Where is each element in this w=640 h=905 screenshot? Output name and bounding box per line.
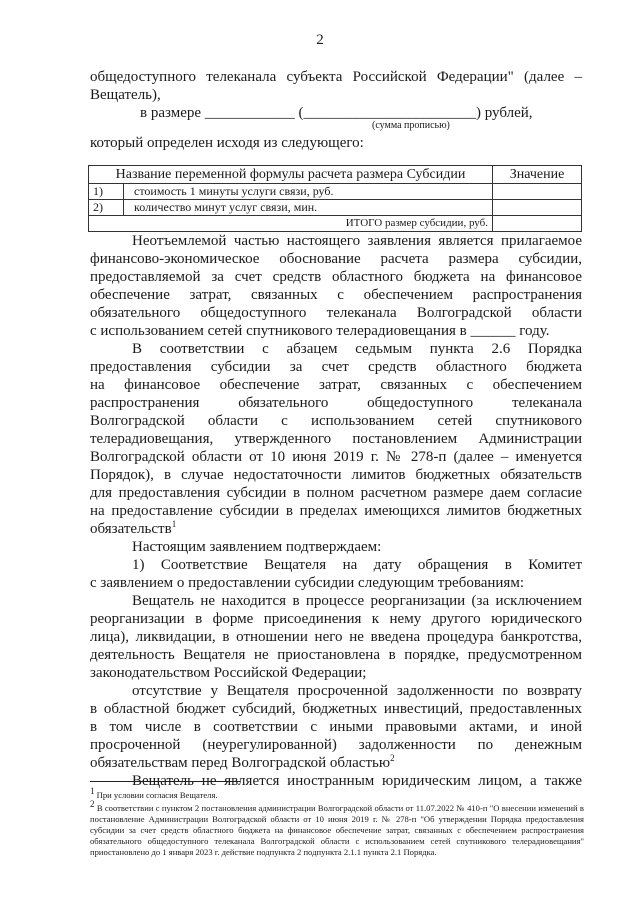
table-row — [89, 200, 582, 216]
body-line: финансово-экономическое обоснование расчета размера субсидии, — [90, 251, 582, 267]
footnote-2 — [90, 799, 584, 858]
table-header-row — [89, 166, 582, 184]
body-line: Волгоградской области с использованием сетей спутникового — [90, 413, 582, 429]
body-line-with-footnote — [90, 520, 582, 538]
table-total-row — [89, 216, 582, 232]
row-label: стоимость 1 минуты услуги связи, руб. — [124, 184, 493, 200]
amount-caption: (сумма прописью) — [372, 120, 450, 131]
body-line: обеспечение затрат, связанных с обеспечением распространения — [90, 287, 582, 303]
body-line: с заявлением о предоставлении субсидии следующим требованиям: — [90, 575, 524, 591]
row-value — [493, 200, 582, 216]
body-line: обязательного общедоступного телеканала Волгоградской области — [90, 305, 582, 321]
row-number: 1) — [89, 184, 124, 200]
body-text: обязательств — [90, 521, 172, 537]
footnote-mark: 1 — [90, 786, 95, 797]
body-line: В соответствии с абзацем седьмым пункта 2.6 Порядка — [132, 341, 582, 357]
row-label: количество минут услуг связи, мин. — [124, 200, 493, 216]
body-line: Порядок), в случае недостаточности лимитов бюджетных обязательств — [90, 467, 582, 483]
subsidy-table — [88, 165, 582, 232]
row-number: 2) — [89, 200, 124, 216]
footnote-mark: 2 — [90, 799, 95, 810]
total-value — [493, 216, 582, 232]
table-row — [89, 184, 582, 200]
body-line: лица), ликвидации, в отношении него не введена процедура банкротства, — [90, 629, 582, 645]
body-line: Волгоградской области от 10 июня 2019 г. № 278-п (далее – именуется — [90, 449, 582, 465]
body-line: на финансовое обеспечение затрат, связанных с обеспечением — [90, 377, 582, 393]
body-line: на предоставление субсидии в пределах имеющихся лимитов бюджетных — [90, 503, 582, 519]
body-line: предоставляемой за счет средств областного бюджета на финансовое — [90, 269, 582, 285]
intro-line-2: Вещатель), — [90, 87, 161, 103]
footnote-ref-1: 1 — [171, 519, 177, 529]
footnote-text: При условии согласия Вещателя. — [96, 790, 218, 800]
body-line: 1) Соответствие Вещателя на дату обращения в Комитет — [132, 557, 582, 573]
body-line: Неотъемлемой частью настоящего заявления является прилагаемое — [132, 233, 582, 249]
intro-line-4: который определен исходя из следующего: — [90, 135, 364, 151]
body-line: с использованием сетей спутникового телерадиовещания в ______ году. — [90, 323, 550, 339]
total-label: ИТОГО размер субсидии, руб. — [89, 216, 493, 232]
body-line: просроченной (неурегулированной) задолженности по денежным — [90, 737, 582, 753]
body-text: обязательствам перед Волгоградской областью — [90, 755, 391, 771]
body-line: телерадиовещания, утвержденного постановлением Администрации — [90, 431, 582, 447]
body-line: Вещатель не является иностранным юридическим лицом, а также — [132, 773, 582, 789]
body-line: законодательством Российской Федерации; — [90, 665, 367, 681]
body-line: Настоящим заявлением подтверждаем: — [132, 539, 382, 555]
body-line: в областной бюджет субсидий, бюджетных инвестиций, предоставленных — [90, 701, 582, 717]
body-line: Вещатель не находится в процессе реорганизации (за исключением — [132, 593, 582, 609]
body-line: реорганизации в форме присоединения к нему другого юридического — [90, 611, 582, 627]
page-number: 2 — [316, 32, 324, 48]
body-line: предоставления субсидии за счет средств областного бюджета — [90, 359, 582, 375]
body-line: в том числе в соответствии с иными правовыми актами, и иной — [90, 719, 582, 735]
body-line: для предоставления субсидии в полном расчетном размере даем согласие — [90, 485, 582, 501]
footnote-text: В соответствии с пунктом 2 постановления администрации Волгоградской области от 11.07.2022 № 410-п "О внесении изменений в постановление Администрации Волгоградской области от 10 июня 2019 г. № 278-п "Об утверждении Порядка предоставления субсидии за счет средств областного бюджета на финансовое обеспечение затрат, связанных с обеспечением распространения обязательного общедоступного телеканала Волгоградской области с использованием сетей спутникового телерадиовещания" приостановлено до 1 января 2023 г. действие подпункта 2 подпункта 2.1.1 пункта 2.1 Порядка. — [90, 803, 584, 857]
intro-line-1: общедоступного телеканала субъекта Российской Федерации" (далее – — [90, 69, 582, 85]
body-line: отсутствие у Вещателя просроченной задолженности по возврату — [132, 683, 582, 699]
footnote-separator — [90, 781, 240, 782]
footnote-ref-2: 2 — [390, 753, 395, 763]
row-value — [493, 184, 582, 200]
footnote-1 — [90, 786, 584, 801]
table-header-value: Значение — [493, 166, 582, 184]
table-header-name: Название переменной формулы расчета размера Субсидии — [89, 166, 493, 184]
amount-line: в размере ____________ (_______________________) рублей, — [140, 105, 533, 121]
body-line: распространения обязательного общедоступного телеканала — [90, 395, 582, 411]
body-line-with-footnote — [90, 754, 582, 772]
body-line: деятельность Вещателя не приостановлена в порядке, предусмотренном — [90, 647, 582, 663]
